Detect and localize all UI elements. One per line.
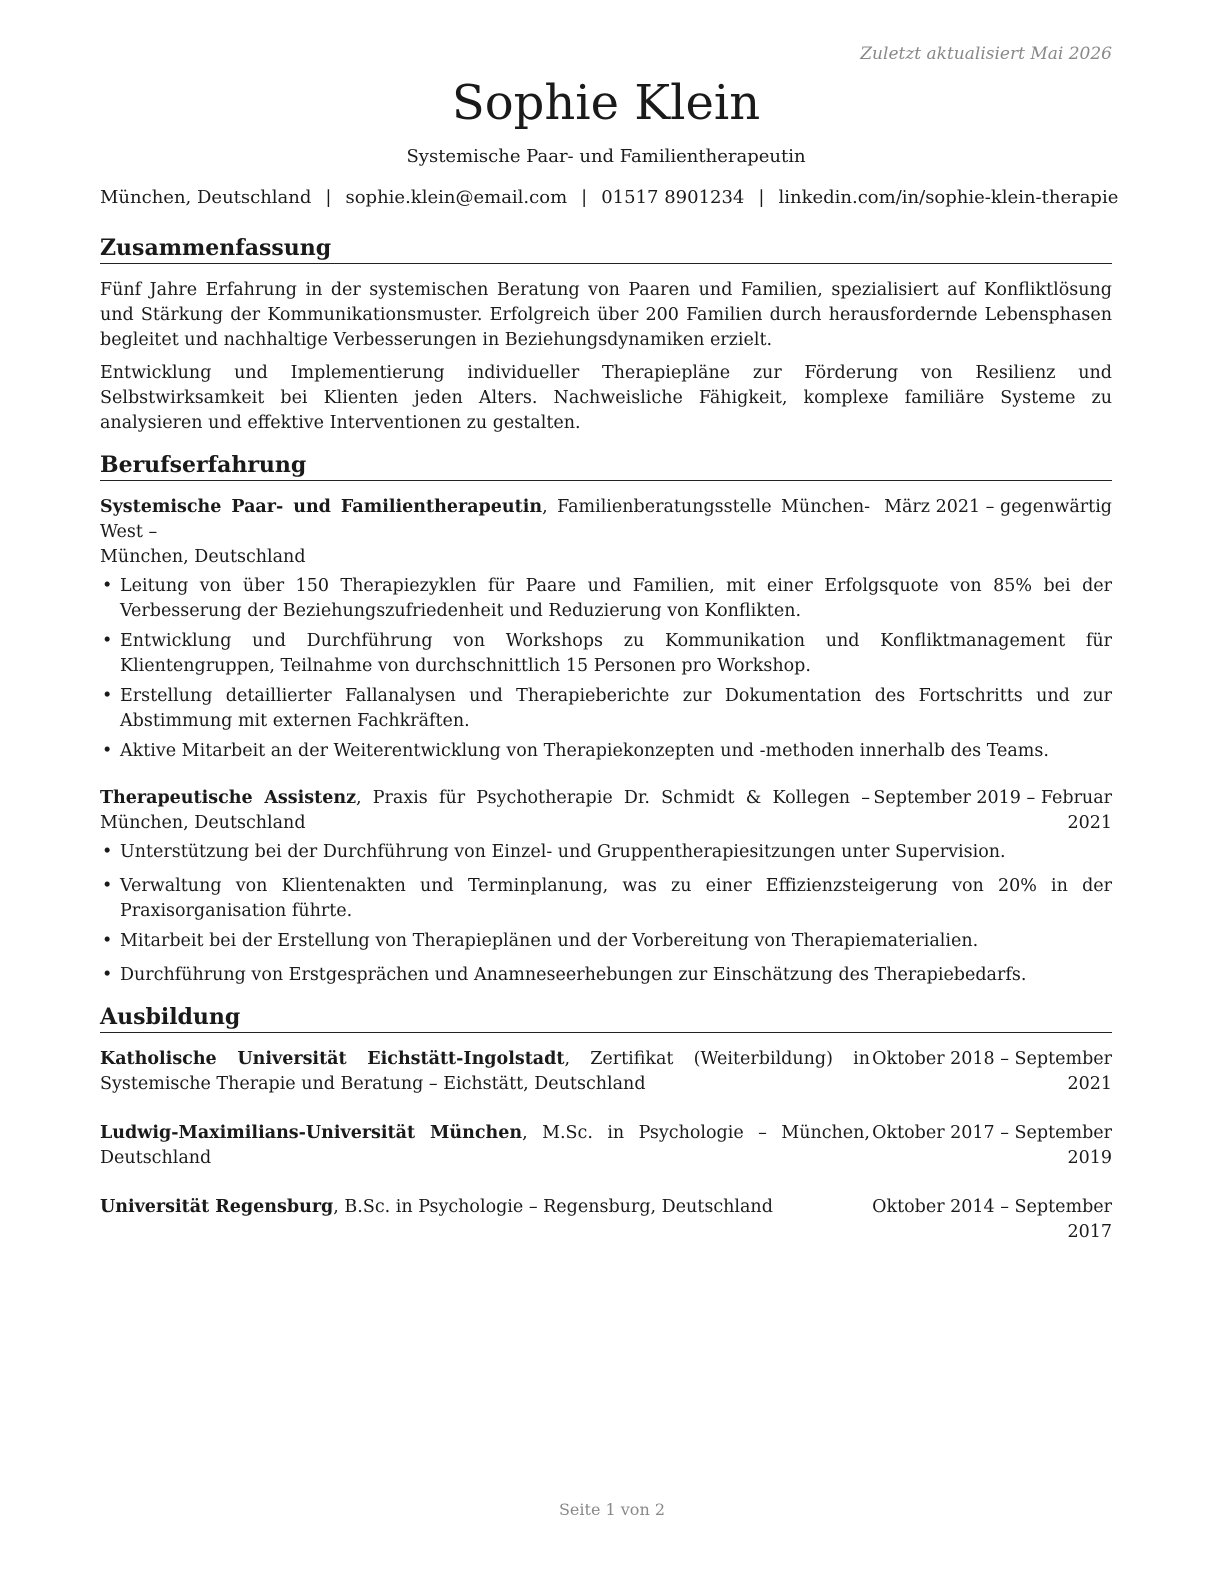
contact-separator: | — [581, 187, 588, 208]
contact-phone: 01517 8901234 — [601, 187, 745, 208]
education-dates — [872, 1195, 1112, 1245]
education-details: , B.Sc. in Psychologie – Regensburg, Deutschland — [333, 1197, 773, 1217]
job-details: , Praxis für Psychotherapie Dr. Schmidt & Kollegen – München, Deutschland — [100, 788, 870, 833]
education-dates-line: Oktober 2017 – September — [872, 1123, 1112, 1143]
candidate-name: Sophie Klein — [451, 75, 761, 131]
education-entry — [100, 1195, 1112, 1245]
contact-linkedin[interactable]: linkedin.com/in/sophie-klein-therapie — [778, 187, 1119, 208]
last-updated: Zuletzt aktualisiert Mai 2026 — [860, 44, 1112, 64]
job-location: München, Deutschland — [100, 547, 306, 567]
job-dates-line: September 2019 – Februar — [873, 788, 1112, 808]
education-dates-line: 2017 — [1067, 1222, 1112, 1242]
list-item: • Mitarbeit bei der Erstellung von Therapieplänen und der Vorbereitung von Therapiematerialien. — [100, 929, 1112, 954]
list-item: • Verwaltung von Klientenakten und Terminplanung, was zu einer Effizienzsteigerung von 20% in der Praxisorganisation führte. — [100, 874, 1112, 924]
job-header — [100, 786, 870, 836]
job-entry — [100, 495, 1112, 570]
summary-paragraph: Entwicklung und Implementierung individueller Therapiepläne zur Förderung von Resilienz und Selbstwirksamkeit bei Klienten jeden Alters. Nachweisliche Fähigkeit, komplexe familiäre Systeme zu analysieren und effektive Interventionen zu gestalten. — [100, 363, 1112, 433]
education-header — [100, 1195, 870, 1245]
job-header — [100, 495, 870, 570]
job-role: Systemische Paar- und Familientherapeutin — [100, 497, 543, 517]
job-dates — [873, 786, 1112, 836]
contact-email[interactable]: sophie.klein@email.com — [345, 187, 568, 208]
education-dates-line: Oktober 2018 – September — [872, 1049, 1112, 1069]
job-bullets — [100, 840, 1112, 988]
section-heading-summary: Zusammenfassung — [100, 233, 1112, 264]
contact-line — [100, 185, 1119, 211]
summary-paragraph: Fünf Jahre Erfahrung in der systemischen Beratung von Paaren und Familien, spezialisiert auf Konfliktlösung und Stärkung der Kommunikationsmuster. Erfolgreich über 200 Familien durch herausfordernde Lebensphasen begleitet und nachhaltige Verbesserungen in Beziehungsdynamiken erzielt. — [100, 280, 1112, 350]
list-item: • Unterstützung bei der Durchführung von Einzel- und Gruppentherapiesitzungen unter Supervision. — [100, 840, 1112, 865]
education-header — [100, 1121, 870, 1171]
section-heading-education: Ausbildung — [100, 1002, 1112, 1033]
list-item: • Entwicklung und Durchführung von Workshops zu Kommunikation und Konfliktmanagement für Klientengruppen, Teilnahme von durchschnittlich 15 Personen pro Workshop. — [100, 629, 1112, 679]
education-school: Katholische Universität Eichstätt-Ingolstadt — [100, 1049, 565, 1069]
education-header — [100, 1047, 870, 1097]
education-dates-line: Oktober 2014 – September — [872, 1197, 1112, 1217]
list-item: • Erstellung detaillierter Fallanalysen und Therapieberichte zur Dokumentation des Fortschritts und zur Abstimmung mit externen Fachkräften. — [100, 684, 1112, 734]
page-number: Seite 1 von 2 — [558, 1500, 666, 1519]
education-entry — [100, 1121, 1112, 1171]
contact-location: München, Deutschland — [100, 187, 312, 208]
job-dates: März 2021 – gegenwärtig — [884, 497, 1112, 517]
list-item: • Durchführung von Erstgesprächen und Anamneseerhebungen zur Einschätzung des Therapiebedarfs. — [100, 963, 1112, 988]
candidate-title: Systemische Paar- und Familientherapeutin — [406, 146, 806, 167]
education-school: Universität Regensburg — [100, 1197, 334, 1217]
resume-page — [100, 40, 1119, 1245]
section-heading-experience: Berufserfahrung — [100, 450, 1112, 481]
education-dates-line: 2021 — [1067, 1074, 1112, 1094]
education-school: Ludwig-Maximilians-Universität München — [100, 1123, 523, 1143]
education-dates-line: 2019 — [1067, 1148, 1112, 1168]
education-dates — [872, 1121, 1112, 1171]
list-item: • Aktive Mitarbeit an der Weiterentwicklung von Therapiekonzepten und -methoden innerhalb des Teams. — [100, 739, 1112, 764]
job-bullets — [100, 574, 1112, 764]
education-dates — [872, 1047, 1112, 1097]
job-details: , Familienberatungsstelle München-West – — [100, 497, 871, 542]
job-entry — [100, 786, 1112, 836]
contact-separator: | — [325, 187, 332, 208]
contact-separator: | — [758, 187, 765, 208]
list-item: • Leitung von über 150 Therapiezyklen für Paare und Familien, mit einer Erfolgsquote von 85% bei der Verbesserung der Beziehungszufriedenheit und Reduzierung von Konflikten. — [100, 574, 1112, 624]
education-entry — [100, 1047, 1112, 1097]
job-dates-line: 2021 — [1067, 813, 1112, 833]
education-details: , Zertifikat (Weiterbildung) in Systemische Therapie und Beratung – Eichstätt, Deutschland — [100, 1049, 871, 1094]
education-details: , M.Sc. in Psychologie – München, Deutschland — [100, 1123, 870, 1168]
job-role: Therapeutische Assistenz — [100, 788, 357, 808]
